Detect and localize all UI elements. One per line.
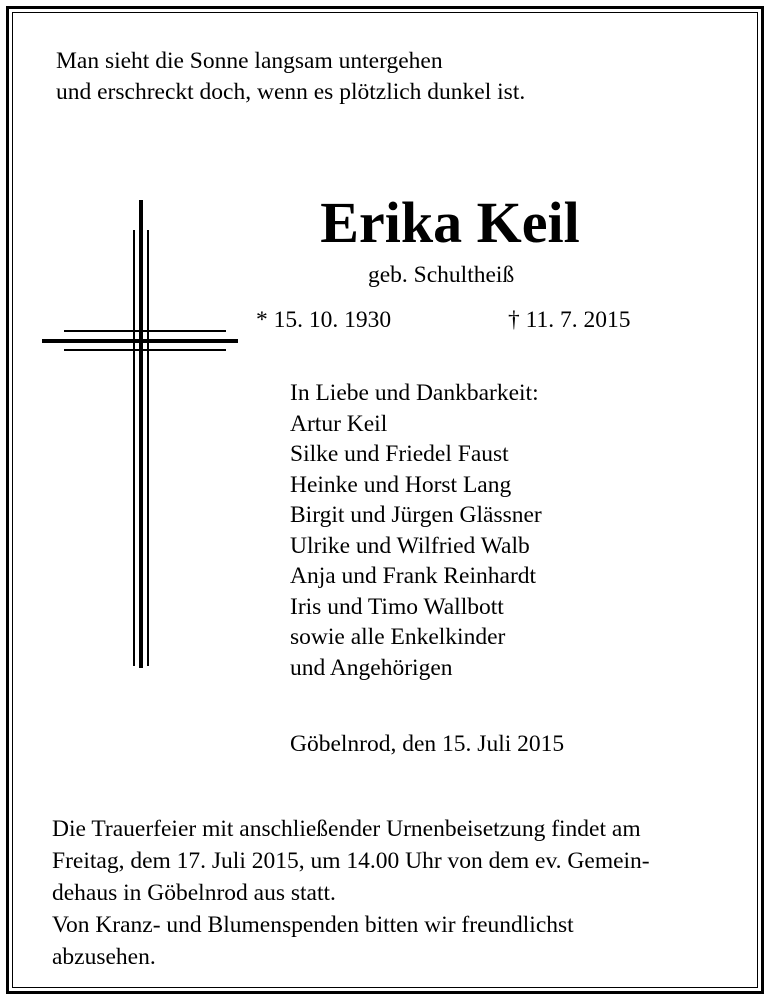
verse-line: und erschreckt doch, wenn es plötzlich dunkel ist.	[56, 79, 526, 105]
notice-line: abzusehen.	[52, 944, 156, 970]
death-date: † 11. 7. 2015	[508, 307, 631, 333]
funeral-notice	[52, 814, 650, 974]
mourner-name: Anja und Frank Reinhardt	[290, 563, 537, 589]
notice-line: Die Trauerfeier mit anschließender Urnenbeisetzung findet am	[52, 816, 641, 842]
mourner-name: Heinke und Horst Lang	[290, 471, 512, 498]
mourner-name: Ulrike und Wilfried Walb	[290, 532, 530, 559]
mourners-list	[290, 378, 542, 683]
notice-line: Von Kranz- und Blumenspenden bitten wir freundlichst	[52, 912, 574, 938]
notice-line: dehaus in Göbelnrod aus statt.	[52, 880, 336, 906]
deceased-name: Erika Keil	[320, 190, 580, 255]
mourner-name: Artur Keil	[290, 410, 388, 437]
birth-date: * 15. 10. 1930	[256, 307, 392, 333]
mourner-name: sowie alle Enkelkinder	[290, 624, 506, 650]
maiden-name: geb. Schultheiß	[368, 262, 515, 288]
mourner-name: und Angehörigen	[290, 654, 453, 681]
mourner-name: Silke und Friedel Faust	[290, 441, 509, 467]
mourner-name: Birgit und Jürgen Glässner	[290, 502, 542, 528]
mourner-name: Iris und Timo Wallbott	[290, 593, 504, 620]
place-and-date: Göbelnrod, den 15. Juli 2015	[290, 731, 565, 757]
verse-line: Man sieht die Sonne langsam untergehen	[56, 48, 443, 74]
notice-line: Freitag, dem 17. Juli 2015, um 14.00 Uhr von dem ev. Gemein-	[52, 848, 650, 874]
mourners-heading: In Liebe und Dankbarkeit:	[290, 380, 539, 406]
cross-icon	[42, 200, 242, 670]
opening-verse	[56, 46, 525, 108]
